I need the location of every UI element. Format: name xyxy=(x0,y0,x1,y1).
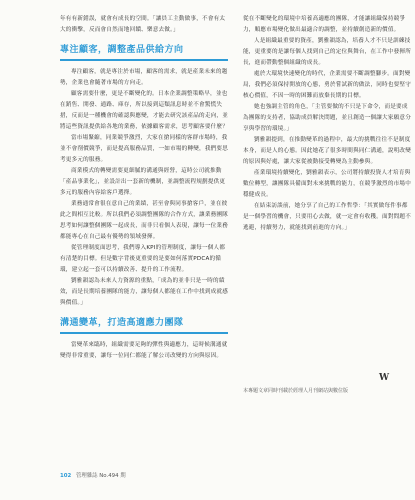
body-paragraph: 她也強調主管的角色，「主管要做的不只是下命令，而是要成為團隊的支持者，協助成員解決問題，並且創造一個讓大家願意分享與學習的環境。」 xyxy=(243,104,412,132)
body-paragraph: 劉雅韻認為未來人力資源的重點，「成為的並非只是一時的績效，而是長期培養團隊的能力，讓每個人都能在工作中找到成就感與價值。」 xyxy=(60,278,229,306)
page-footer xyxy=(60,471,126,479)
body-paragraph: 從在不斷變化的環境中培養高適應的團隊，才能讓組織保持競爭力，順應市場變化做出最適合的調整，並持續創造新的價值。 xyxy=(243,16,406,33)
body-paragraph: 專注顧客，就是專注於市場，顧客的需求，就是產業未來的趨勢，企業也會隨著市場的方向走。 xyxy=(60,69,228,86)
body-paragraph: 人是組織最重要的資產，劉雅韻認為，培養人才不只是訓練技能，更重要的是讓每個人找到自己的定位與舞台，在工作中發揮所長，進而帶動整個組織的成長。 xyxy=(243,38,412,66)
body-paragraph: 劉雅韻提到，在推動變革的過程中，最大的挑戰往往不是制度本身，而是人的心態。因此她花了很多時間與同仁溝通，說明改變的原因與好處，讓大家從被動接受轉變為主動參與。 xyxy=(243,137,412,165)
publication-name: 管理雜誌 No.494 期 xyxy=(75,473,126,479)
body-paragraph: 當市場緊縮，同業競爭激烈，大家在搶同樣的客群市場時，我並不會削價競爭，而是提高服務品質，一如市場的轉變，我們要思考更多元的服務。 xyxy=(60,135,229,163)
article-column-right xyxy=(243,14,413,234)
body-paragraph: 當變革來臨時，組織需要足夠的彈性與適應力，這時候溝通就變得非常重要，讓每一位同仁都能了解公司改變的方向與原因。 xyxy=(60,342,228,359)
body-paragraph: 商業模式的轉變需要更細膩的溝通與經營，這時公司就推動「產品事業化」，並設計出一套新的機制，並調整流程規劃提供更多元的服務內容給客戶選擇。 xyxy=(60,168,226,196)
heading-underline xyxy=(60,332,228,334)
heading-underline xyxy=(60,59,228,61)
body-paragraph: 業務通常會很在意自己的業績，甚至會與同事搶客戶，並在彼此之間相互比較。所以我們必須調整團隊的合作方式，讓業務團隊思考如何讓整個團隊一起成長，而非只看個人表現，讓每一位業務都能專心在自己最有優勢的領域發揮。 xyxy=(60,201,229,240)
body-paragraph: 顧客需要什麼，更是不斷變化的。日本企業調整策略早，並也在銷售、開發、通路、庫存，所以接到這類訊息時並不會驚慌失措，反而是一種機會的確認與應變，才能去研究該產品的走向，並將這些資訊提供給各地的業務，依據顧客需求，思考顧客要什麼？ xyxy=(60,91,229,130)
article-note: 本專題文章同時刊載於經理人月刊網站與數位版 xyxy=(243,388,349,394)
section-heading: 專注顧客，調整產品供給方向 xyxy=(60,45,184,55)
article-column-left xyxy=(60,14,230,362)
body-paragraph: 在結束訪談前，她分享了自己的工作哲學：「其實做每件事都是一個學習的機會，只要用心去做，就一定會有收穫。面對問題不逃避，持續努力，就能找到前進的方向。」 xyxy=(243,203,412,231)
body-paragraph: 產業環境持續變化，劉雅韻表示，公司將持續投資人才培育與數位轉型，讓團隊具備面對未來挑戰的能力，在競爭激烈的市場中穩健成長。 xyxy=(243,170,412,198)
end-mark-logo: W xyxy=(379,373,390,383)
intro-paragraph: 年有有新錯誤，就會有成長的空間。「讓員工主動做事，不會有太大的衝擊，反而會自然而地回饋、樂意去做。」 xyxy=(60,16,226,33)
section-heading: 溝通變革，打造高適應力團隊 xyxy=(60,318,184,328)
body-paragraph: 從管理制度面思考，我們導入KPI的管理制度，讓每一個人都有清楚的目標。但是數字背後更重要的是要如何落實PDCA的循環，建立起一套可以持續改善、提升的工作流程。 xyxy=(60,245,226,273)
page-number: 102 xyxy=(60,473,72,479)
body-paragraph: 處於大環境快速變化的時代，企業需要不斷調整腳步。面對變局，我們必須保持開放的心態，勇於嘗試新的做法，同時也要堅守核心價值，不因一時的困難而放棄長期的目標。 xyxy=(243,71,412,99)
